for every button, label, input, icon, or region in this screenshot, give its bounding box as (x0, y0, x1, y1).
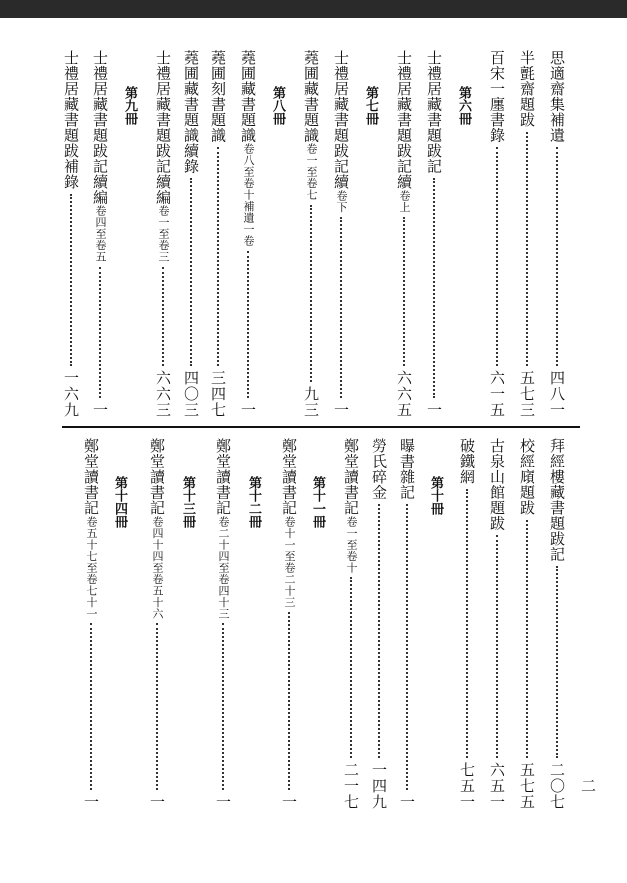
dot-leader (288, 612, 290, 791)
entry-page: 一 (148, 794, 166, 810)
entry-title: 鄭堂讀書記 (214, 438, 232, 516)
dot-leader (340, 217, 342, 399)
entry-title: 士禮居藏書題跋記 (425, 50, 443, 174)
entry-page: 一 (425, 402, 443, 418)
entry-page: 五七五 (518, 762, 536, 810)
entry-page: 九三 (302, 386, 320, 418)
entry-note: 卷一至卷七 (305, 143, 318, 201)
entry-page: 一 (398, 794, 416, 810)
toc-entry (340, 438, 362, 810)
entry-title: 百宋一廛書錄 (488, 50, 506, 143)
dot-leader (378, 504, 380, 758)
entry-title: 古泉山館題跋 (488, 438, 506, 531)
dot-leader (556, 147, 558, 366)
section-divider (62, 426, 580, 428)
entry-page: 五七三 (518, 370, 536, 418)
dot-leader (526, 132, 528, 367)
dot-leader (190, 178, 192, 366)
volume-heading: 第六冊 (456, 86, 471, 125)
entry-note: 卷上 (398, 189, 411, 213)
entry-title: 思適齋集補遺 (548, 50, 566, 143)
dot-leader (406, 504, 408, 790)
toc-entry (212, 438, 234, 810)
toc-entry (152, 50, 174, 418)
entry-page: 六一五 (488, 370, 506, 418)
toc-entry (546, 438, 568, 810)
entry-title: 士禮居藏書題跋記續編 (91, 50, 109, 205)
entry-title: 士禮居藏書題跋記續 (395, 50, 413, 190)
dot-leader (466, 489, 468, 759)
top-border (0, 0, 627, 18)
toc-entry (546, 50, 568, 418)
volume-heading: 第十二冊 (246, 476, 261, 528)
entry-title: 士禮居藏書題跋記續 (332, 50, 350, 190)
entry-page: 四八一 (548, 370, 566, 418)
entry-note: 卷一至卷十 (345, 515, 358, 573)
entry-note: 卷一至卷三 (157, 205, 170, 263)
toc-entry (486, 50, 508, 418)
entry-page: 七五一 (458, 762, 476, 810)
toc-entry (80, 438, 102, 810)
entry-title: 校經廎題跋 (518, 438, 536, 516)
dot-leader (433, 178, 435, 398)
entry-page: 一 (82, 794, 100, 810)
entry-title: 曝書雜記 (398, 438, 416, 500)
toc-entry (60, 50, 82, 418)
entry-page: 一六九 (62, 370, 80, 418)
toc-entry (207, 50, 229, 418)
entry-title: 蕘圃藏書題識 (302, 50, 320, 143)
entry-note: 卷四至卷五 (94, 205, 107, 263)
entry-page: 一 (239, 402, 257, 418)
dot-leader (99, 267, 101, 399)
toc-entry (237, 50, 259, 418)
toc-entry (278, 438, 300, 810)
entry-page: 一 (214, 794, 232, 810)
dot-leader (222, 623, 224, 790)
dot-leader (156, 623, 158, 790)
entry-page: 六六五 (395, 370, 413, 418)
dot-leader (217, 147, 219, 366)
volume-heading: 第七冊 (363, 86, 378, 125)
toc-entry (393, 50, 415, 418)
dot-leader (90, 623, 92, 790)
entry-page: 二一七 (342, 762, 360, 810)
dot-leader (162, 267, 164, 367)
dot-leader (556, 566, 558, 758)
entry-page: 二〇七 (548, 762, 566, 810)
dot-leader (496, 535, 498, 758)
toc-entry (516, 50, 538, 418)
entry-note: 卷十一至卷二十三 (283, 515, 296, 608)
dot-leader (403, 217, 405, 367)
toc-entry (423, 50, 445, 418)
volume-heading: 第八冊 (270, 86, 285, 125)
entry-page: 一四九 (370, 762, 388, 810)
entry-title: 蕘圃藏書題識 (239, 50, 257, 143)
entry-title: 士禮居藏書題跋補錄 (62, 50, 80, 190)
entry-note: 卷四十四至卷五十六 (151, 515, 164, 619)
entry-title: 破鐵網 (458, 438, 476, 485)
volume-heading: 第十四冊 (112, 476, 127, 528)
entry-title: 蕘圃刻書題識 (209, 50, 227, 143)
entry-page: 三四七 (209, 370, 227, 418)
toc-entry (368, 438, 390, 810)
toc-entry (180, 50, 202, 418)
entry-note: 卷八至卷十補遺一卷 (242, 143, 255, 247)
entry-note: 卷二十四至卷四十三 (217, 515, 230, 619)
entry-title: 鄭堂讀書記 (82, 438, 100, 516)
volume-heading: 第九冊 (122, 86, 137, 125)
toc-entry (516, 438, 538, 810)
entry-title: 蕘圃藏書題識續錄 (182, 50, 200, 174)
volume-heading: 第十三冊 (180, 476, 195, 528)
entry-note: 卷下 (335, 189, 348, 213)
entry-title: 半氈齋題跋 (518, 50, 536, 128)
entry-page: 一 (91, 402, 109, 418)
entry-note: 卷五十七至卷七十一 (85, 515, 98, 619)
entry-title: 拜經樓藏書題跋記 (548, 438, 566, 562)
entry-page: 六五一 (488, 762, 506, 810)
dot-leader (496, 147, 498, 366)
entry-title: 士禮居藏書題跋記續編 (154, 50, 172, 205)
entry-title: 鄭堂讀書記 (280, 438, 298, 516)
toc-entry (456, 438, 478, 810)
dot-leader (310, 205, 312, 383)
volume-heading: 第十一冊 (310, 476, 325, 528)
toc-entry (146, 438, 168, 810)
entry-title: 鄭堂讀書記 (148, 438, 166, 516)
entry-page: 一 (332, 402, 350, 418)
dot-leader (70, 194, 72, 367)
volume-heading: 第十冊 (428, 476, 443, 515)
entry-page: 四〇三 (182, 370, 200, 418)
toc-entry (300, 50, 322, 418)
toc-entry (89, 50, 111, 418)
dot-leader (350, 577, 352, 758)
entry-page: 六六三 (154, 370, 172, 418)
toc-entry (396, 438, 418, 810)
entry-page: 一 (280, 794, 298, 810)
dot-leader (247, 251, 249, 399)
entry-title: 鄭堂讀書記 (342, 438, 360, 516)
toc-entry (330, 50, 352, 418)
entry-title: 勞氏碎金 (370, 438, 388, 500)
toc-entry (486, 438, 508, 810)
page-number: 二 (579, 778, 597, 793)
dot-leader (526, 520, 528, 759)
